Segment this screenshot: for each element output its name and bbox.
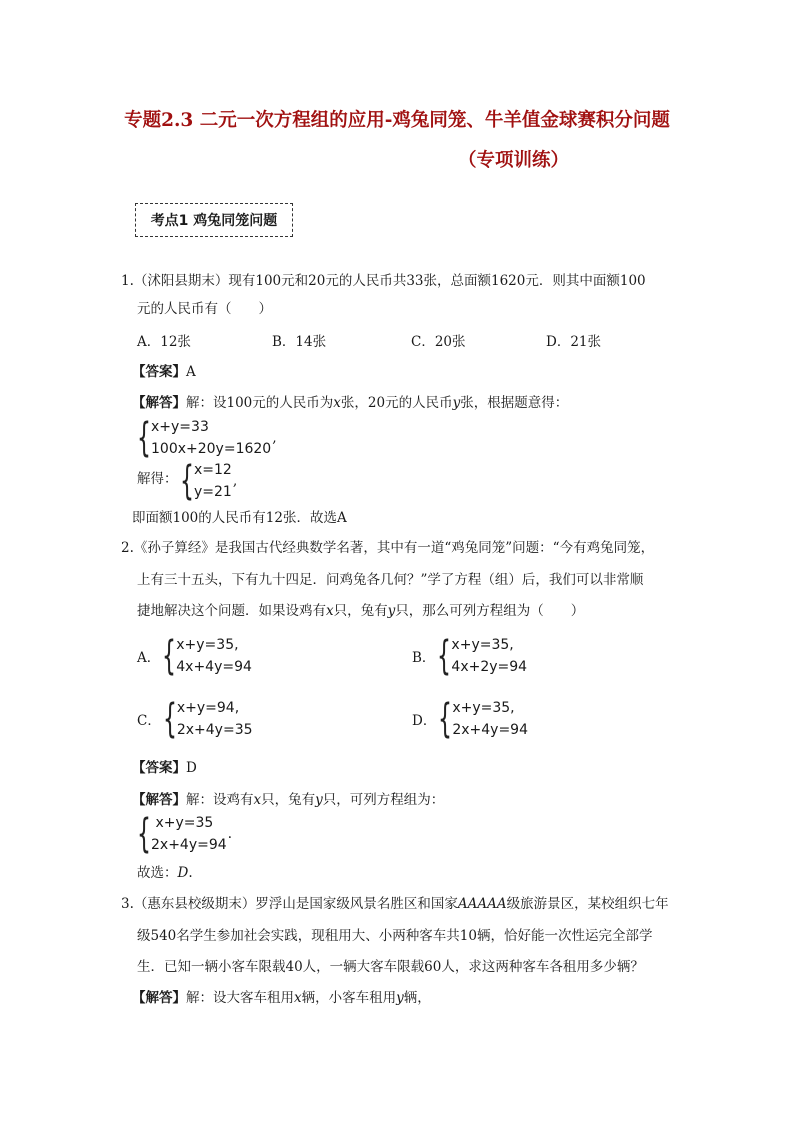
q1-solution-system: { x=12 y=21 ,: [180, 458, 238, 504]
q2-solution-line: 【解答】解：设鸡有x只，兔有y只，可列方程组为：: [132, 792, 445, 808]
equation: x=12: [194, 462, 232, 478]
q1-text-line2: 元的人民币有（ ）: [137, 301, 272, 317]
equation: x+y=94,: [176, 700, 240, 716]
brace-icon: {: [137, 415, 151, 461]
q3-text-line1: 3.（惠东县校级期末）罗浮山是国家级风景名胜区和国家AAAAA级旅游景区，某校组织七年: [121, 896, 669, 912]
equation: 2x+4y=35: [176, 722, 253, 738]
brace-icon: {: [180, 458, 194, 504]
q2-text-line2: 上有三十五头，下有九十四足．问鸡兔各几何？”学了方程（组）后，我们可以非常顺: [137, 572, 644, 588]
brace-icon: {: [162, 633, 177, 679]
q2-final: 故选：D.: [137, 865, 193, 881]
document-subtitle: （专项训练）: [458, 150, 570, 171]
equation: x+y=35,: [452, 700, 515, 716]
equation: 4x+4y=94: [176, 659, 252, 675]
equation: 100x+20y=1620: [151, 441, 272, 457]
solution-tag: 【解答】: [132, 792, 186, 808]
topic-box: [135, 203, 293, 237]
answer-value: A: [186, 364, 196, 380]
q3-solution-line: 【解答】解：设大客车租用x辆，小客车租用y辆，: [132, 990, 431, 1006]
q2-option-c: C． { x+y=94, 2x+4y=35: [137, 696, 253, 742]
q2-option-a: A． { x+y=35, 4x+4y=94: [137, 633, 252, 679]
solution-tag: 【解答】: [132, 990, 186, 1006]
q3-text-line3: 生．已知一辆小客车限载40人，一辆大客车限载60人，求这两种客车各租用多少辆？: [137, 959, 644, 975]
q1-option-c: C．20张: [411, 334, 466, 350]
answer-tag: 【答案】: [132, 760, 186, 776]
q2-option-b: B． { x+y=35, 4x+2y=94: [412, 633, 528, 679]
q2-text-line3: 捷地解决这个问题．如果设鸡有x只，兔有y只，那么可列方程组为（ ）: [137, 603, 585, 619]
q1-conclusion: 即面额100的人民币有12张．故选A: [132, 510, 347, 526]
equation: y=21: [194, 484, 232, 500]
answer-value: D: [186, 760, 197, 776]
q2-answer: [132, 758, 197, 778]
equation: 4x+2y=94: [451, 659, 528, 675]
q1-option-a: A．12张: [137, 334, 191, 350]
q2-option-d: D． { x+y=35, 2x+4y=94: [412, 696, 528, 742]
equation: x+y=35,: [176, 637, 239, 653]
q1-option-d: D．21张: [546, 334, 602, 350]
equation: 2x+4y=94: [452, 722, 528, 738]
brace-icon: {: [162, 696, 177, 742]
brace-icon: {: [137, 811, 151, 857]
solution-tag: 【解答】: [132, 395, 186, 411]
document-title: 专题2.3 二元一次方程组的应用-鸡兔同笼、牛羊值金球赛积分问题: [124, 110, 670, 131]
equation: x+y=35,: [451, 637, 514, 653]
q1-solve-label: 解得：: [137, 471, 178, 487]
q2-text-line1: 2.《孙子算经》是我国古代经典数学名著，其中有一道“鸡兔同笼”问题：“今有鸡兔同笼，: [121, 540, 655, 556]
q1-answer: [132, 362, 196, 382]
equation: x+y=33: [151, 419, 209, 435]
equation: x+y=35: [151, 815, 214, 831]
topic-label: 考点1 鸡兔同笼问题: [150, 213, 278, 229]
equation: 2x+4y=94: [151, 837, 227, 853]
q2-equation-system: { x+y=35 2x+4y=94 .: [137, 811, 233, 857]
answer-tag: 【答案】: [132, 364, 186, 380]
q1-text-line1: 1.（沭阳县期末）现有100元和20元的人民币共33张，总面额1620元．则其中面额100: [121, 273, 646, 289]
brace-icon: {: [437, 633, 452, 679]
q1-option-b: B．14张: [272, 334, 327, 350]
q1-solution-line: 【解答】解：设100元的人民币为x张，20元的人民币y张，根据题意得：: [132, 395, 569, 411]
q3-text-line2: 级540名学生参加社会实践，现租用大、小两种客车共10辆，恰好能一次性运完全部学: [137, 928, 653, 944]
q1-equation-system: { x+y=33 100x+20y=1620 ,: [137, 415, 277, 461]
brace-icon: {: [438, 696, 453, 742]
